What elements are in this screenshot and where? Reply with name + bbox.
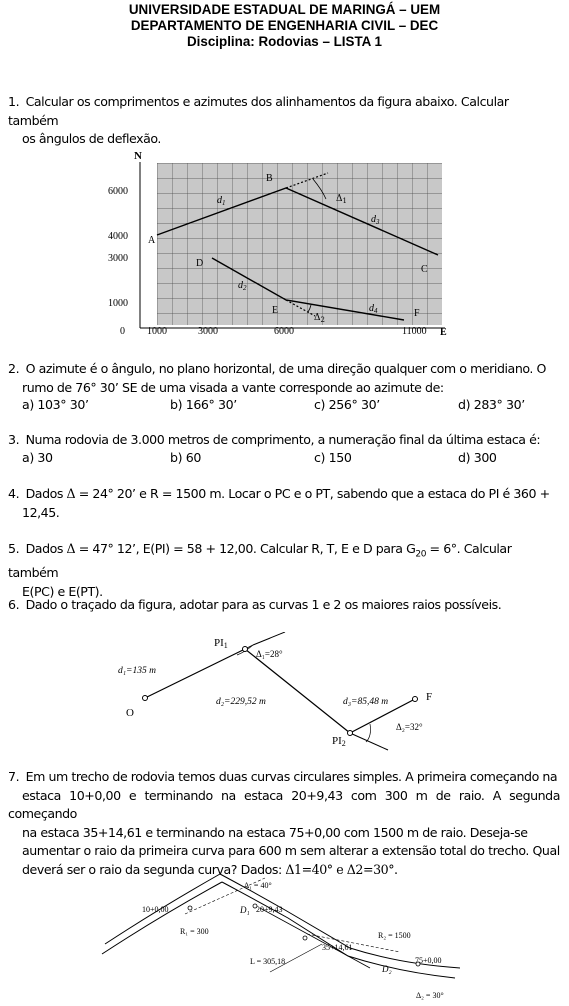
question-text: rumo de 76° 30’ SE de uma visada a vante corresponde ao azimute de: [22,379,444,395]
pi1-label: PI1 [214,637,228,650]
question-text: na estaca 35+14,61 e terminando na estaca 75+0,00 com 1500 m de raio. Deseja-se [22,824,528,840]
d1-curve-label: D₁ [240,905,250,915]
distance-label-d2: $d_2$ [238,280,247,292]
question-number: 7. [8,769,20,784]
option-a: a) 103° 30’ [22,397,89,412]
x-tick-11000: 11000 [402,326,427,337]
figure-2-curves [110,632,450,754]
y-tick-4000: 4000 [108,231,128,242]
delta1-label: Δ₁=28° [256,649,283,659]
question-number: 4. [8,486,20,501]
question-number: 2. [8,361,20,376]
station-20-label: 20+9,43 [256,905,283,914]
station-75-label: 75+0,00 [415,956,442,965]
question-5 [8,540,560,601]
question-text: Numa rodovia de 3.000 metros de comprimento, a numeração final da última estaca é: [25,432,541,447]
question-text: 12,45. [22,504,60,520]
delta2-label: Δ₂=32° [396,722,423,732]
question-text: deverá ser o raio da segunda curva? Dados: Δ1=40° e Δ2=30°. [22,861,398,877]
option-b: b) 166° 30’ [170,397,237,412]
question-2-options [22,397,542,415]
point-a-label: A [148,235,156,246]
option-d: d) 283° 30’ [458,397,525,412]
question-text: Dados Δ = 24° 20’ e R = 1500 m. Locar o PC e o PT, sabendo que a estaca do PI é 360 + [25,486,550,501]
d2-curve-label: D₂ [382,964,392,974]
point-d-label: D [196,258,204,269]
delta-symbol: Δ [66,541,76,556]
d3-label: d₃=85,48 m [343,697,389,707]
l-label: L = 305,18 [250,957,286,966]
question-number: 5. [8,541,20,556]
east-axis-label: E [440,327,447,338]
d2-label: d₂=229,52 m [216,697,266,707]
option-c: c) 256° 30’ [314,397,380,412]
question-text: Calcular os comprimentos e azimutes dos alinhamentos da figura abaixo. Calcular também [8,94,509,128]
y-tick-3000: 3000 [108,253,128,264]
option-a: a) 30 [22,450,53,465]
question-number: 3. [8,432,20,447]
question-text: os ângulos de deflexão. [22,131,161,147]
question-2 [8,360,560,397]
question-1 [8,93,560,149]
question-text: E(PC) e E(PT). [22,583,103,599]
point-f-label: F [414,308,420,319]
delta1-label: Δ₁ = 40° [244,881,272,890]
distance-label-d3: $d_3$ [371,214,380,226]
question-3 [8,431,560,450]
r2-label: R₂ = 1500 [378,931,411,940]
y-tick-1000: 1000 [108,298,128,309]
question-4 [8,485,560,522]
point-b-label: B [266,173,273,184]
point-c-label: C [421,264,428,275]
question-number: 1. [8,94,20,109]
distance-label-d4: $d_4$ [369,303,378,315]
north-axis-label: N [134,150,142,162]
deflection-label-1: $\Delta_1$ [336,194,347,205]
question-text: Dado o traçado da figura, adotar para as curvas 1 e 2 os maiores raios possíveis. [25,597,502,612]
r1-label: R₁ = 300 [180,927,209,936]
question-7 [8,768,560,880]
x-tick-1000: 1000 [147,326,167,337]
point-e-label: E [272,305,279,316]
pi2-label: PI2 [332,735,346,748]
station-10-label: 10+0,00 [142,905,169,914]
y-tick-0: 0 [120,326,125,337]
delta2-label: Δ₂ = 30° [416,991,444,1000]
figure-1-alignments [100,148,460,340]
discipline-title: Disciplina: Rodovias – LISTA 1 [187,34,382,49]
figure-3-road-curves [100,868,470,1006]
question-text: Dados Δ = 47° 12’, E(PI) = 58 + 12,00. Calcular R, T, E e D para $G_{20} = 6^\circ$. Calcular também [8,541,512,581]
question-6 [8,596,560,615]
question-number: 6. [8,597,20,612]
end-label-f: F [426,691,433,703]
x-tick-3000: 3000 [198,326,218,337]
question-text: Em um trecho de rodovia temos duas curvas circulares simples. A primeira começando na [25,769,558,784]
question-text: aumentar o raio da primeira curva para 600 m sem alterar a extensão total do trecho. Qual [22,843,560,859]
university-title: UNIVERSIDADE ESTADUAL DE MARINGÁ – UEM [128,2,441,17]
d1-label: d₁=135 m [118,666,156,676]
question-text: estaca 10+0,00 e terminando na estaca 20+9,43 com 300 m de raio. A segunda começando [8,787,560,822]
station-35-label: 35+14,61 [322,943,353,952]
question-text: O azimute é o ângulo, no plano horizontal, de uma direção qualquer com o meridiano. O [25,361,546,376]
distance-label-d1: $d_1$ [217,195,226,207]
question-3-options [22,450,542,468]
deflection-label-2: $\Delta_2$ [314,313,325,324]
option-b: b) 60 [170,450,201,465]
option-d: d) 300 [458,450,497,465]
delta-symbol: Δ [66,486,76,501]
y-tick-6000: 6000 [108,186,128,197]
department-title: DEPARTAMENTO DE ENGENHARIA CIVIL – DEC [130,18,439,33]
option-c: c) 150 [314,450,352,465]
x-tick-6000: 6000 [274,326,294,337]
origin-label: O [126,707,134,719]
